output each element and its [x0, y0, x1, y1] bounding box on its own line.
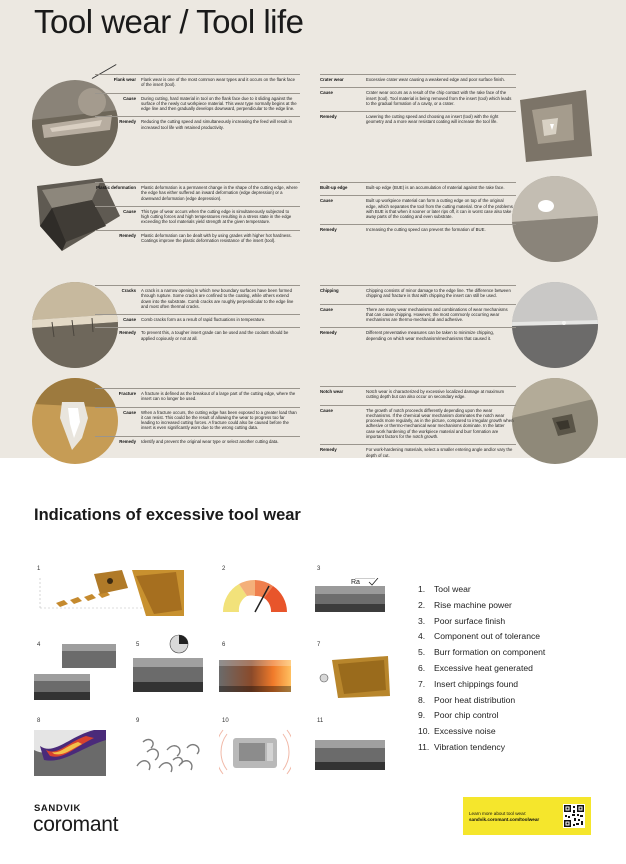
- row-text: Increasing the cutting speed can prevent the formation of BUE.: [366, 227, 486, 233]
- chipping-photo: [512, 282, 598, 368]
- list-item: [418, 647, 545, 663]
- row-text: Comb cracks form as a result of rapid fluctuations in temperature.: [141, 317, 266, 323]
- image-number: 8: [37, 718, 41, 724]
- row-text: Built up workpiece material can form a cutting edge on top of the original edge, which separates the tool from the cutting material. One of the problems with BUE is that when it sooner or later rips off, it can in worst case also take away parts of the coating and even substrate.: [366, 198, 513, 220]
- row-text: The growth of notch proceeds differently depending upon the wear mechanisms. If the chemical wear mechanism dominates the notch wear proceeds more regularly, as in the picture, compared to irregular growth when adhesive or thermo-mechanical wear mechanisms dominate. In the latter case work hardening of the workpiece material and burr formation are important factors for the notch growth.: [366, 407, 514, 440]
- row-text: Excessive crater wear causing a weakened edge and poor surface finish.: [366, 77, 506, 82]
- page-title: Tool wear / Tool life: [34, 3, 304, 40]
- image-number: 5: [136, 642, 140, 648]
- item-label: Poor surface finish: [434, 615, 506, 626]
- item-number: 10.: [418, 726, 430, 737]
- brand-logo-coromant: coromant: [33, 813, 119, 836]
- row-label: Built-up edge: [320, 185, 348, 190]
- row-label: Cause: [320, 407, 333, 413]
- item-number: 1.: [418, 584, 426, 594]
- plastic-deformation-entry: [95, 182, 300, 248]
- built-up-edge-entry: [320, 182, 516, 238]
- row-label: Cause: [123, 409, 136, 415]
- list-item: [418, 695, 545, 711]
- row-label: Remedy: [119, 119, 136, 125]
- row-label: Crater wear: [320, 77, 344, 82]
- tool-wear-illustration: [36, 570, 186, 616]
- item-label: Insert chippings found: [434, 678, 519, 689]
- row-label: Remedy: [119, 232, 136, 238]
- flank-wear-cause-row: [95, 93, 300, 112]
- cracks-row: [95, 285, 300, 309]
- row-text: Built-up edge (BUE) is an accumulation of material against the rake face.: [366, 185, 505, 190]
- row-label: Remedy: [119, 330, 136, 336]
- item-number: 11.: [418, 741, 430, 752]
- machine-power-gauge: [219, 574, 291, 614]
- item-label: Poor chip control: [434, 710, 499, 721]
- indications-list: [418, 584, 545, 758]
- item-label: Poor heat distribution: [434, 694, 516, 705]
- flank-wear-entry: [95, 74, 300, 135]
- crater-wear-entry: [320, 74, 516, 130]
- row-label: Chipping: [320, 288, 339, 293]
- flank-wear-remedy-row: [95, 116, 300, 130]
- item-number: 8.: [418, 694, 426, 705]
- row-label: Cause: [123, 95, 136, 101]
- row-label: Cause: [320, 306, 333, 312]
- item-number: 4.: [418, 631, 426, 642]
- plastic-deformation-row: [95, 182, 300, 201]
- cracks-cause-row: [95, 314, 300, 322]
- image-number: 6: [222, 642, 226, 648]
- vibration-illustration: [315, 734, 385, 774]
- row-text: Plastic deformation is a permanent change in the shape of the cutting edge, where the edge has either suffered an inward deformation (edge depression) or a downward deformation (edge depression).: [141, 185, 298, 201]
- chipping-cause-row: [320, 304, 516, 323]
- image-number: 4: [37, 642, 41, 648]
- image-number: 2: [222, 566, 226, 572]
- row-text: Crater wear occurs as a result of the chip contact with the rake face of the insert (tool). Tool material is being removed from the insert (tool) which leads to the gradual formation of a cavity, or a crater.: [366, 90, 512, 106]
- cracks-entry: [95, 285, 300, 346]
- item-number: 3.: [418, 615, 426, 626]
- promo-box[interactable]: [463, 797, 591, 835]
- item-number: 2.: [418, 599, 426, 610]
- row-text: Different preventative measures can be taken to minimize chipping, depending on which wear mechanism/mechanisms that caused it.: [366, 330, 494, 341]
- row-text: There are many wear mechanisms and combinations of wear mechanisms that can cause chipping. However, the most commonly occurring wear mechanisms are thermo-mechanical and adhesive.: [366, 306, 508, 323]
- notch-wear-photo: [512, 378, 598, 464]
- flank-wear-row: [95, 74, 300, 88]
- row-text: When a fracture occurs, the cutting edge has been exposed to a greater load than it can resist. This could be the result of allowing the wear to progress too far leading to increased cutting forces. A fracture could also be caused before the insert is even significantly worn due to the wrong cutting data.: [141, 409, 297, 431]
- item-number: 5.: [418, 647, 426, 658]
- row-label: Remedy: [320, 447, 337, 453]
- item-label: Vibration tendency: [434, 741, 506, 752]
- fracture-cause-row: [95, 407, 300, 431]
- indications-title: Indications of excessive tool wear: [34, 506, 301, 524]
- fracture-row: [95, 388, 300, 402]
- row-label: Remedy: [320, 114, 337, 120]
- row-text: A crack is a narrow opening in which new boundary surfaces have been formed through rupture. Some cracks are confined to the coating, while others extend down into the substrate. Comb cracks are roughly perpendicular to the edge line and most often thermal cracks.: [141, 288, 294, 309]
- row-text: To prevent this, a tougher insert grade can be used and the coolant should be applied copiously or not at all.: [141, 330, 289, 341]
- list-item: [418, 726, 545, 742]
- row-text: This type of wear occurs when the cutting edge is simultaneously subjected to high cutting forces and high temperatures resulting in a stress state in the edge exceeding the tool materials yield strength at the given temperature.: [141, 208, 292, 225]
- row-text: Chipping consists of minor damage to the edge line. The difference between chipping and fracture is that with chipping the insert can still be used.: [366, 288, 511, 299]
- insert-chippings-illustration: [318, 654, 390, 698]
- row-label: Flank wear: [113, 77, 136, 82]
- burr-formation-illustration: [133, 634, 205, 694]
- item-label: Component out of tolerance: [434, 631, 541, 642]
- row-label: Remedy: [320, 227, 337, 233]
- row-text: A fracture is defined as the breakout of a large part of the cutting edge, where the insert can no longer be used.: [141, 391, 296, 402]
- fracture-entry: [95, 388, 300, 449]
- list-item: [418, 584, 545, 600]
- crater-wear-row: [320, 74, 516, 82]
- image-number: 1: [37, 566, 41, 572]
- row-label: Cause: [320, 198, 333, 204]
- row-label: Remedy: [320, 330, 337, 336]
- notch-wear-entry: [320, 386, 516, 463]
- image-number: 10: [222, 718, 229, 724]
- fracture-remedy-row: [95, 436, 300, 444]
- item-label: Excessive noise: [434, 726, 496, 737]
- image-number: 9: [136, 718, 140, 724]
- row-label: Fracture: [118, 391, 136, 396]
- list-item: [418, 631, 545, 647]
- image-number: 3: [317, 566, 321, 572]
- built-up-edge-row: [320, 182, 516, 190]
- row-label: Plastic deformation: [96, 185, 136, 190]
- chipping-entry: [320, 285, 516, 346]
- ra-label: Ra: [351, 579, 360, 586]
- list-item: [418, 600, 545, 616]
- list-item: [418, 663, 545, 679]
- item-label: Tool wear: [434, 584, 471, 594]
- row-text: During cutting, hard material in tool on the flank face due to it sliding against the surface of the newly cut workpiece material. This wear type normally begins at the edge line and then gradually develops downward, perpendicular to the edge line.: [141, 95, 297, 112]
- chip-control-illustration: [133, 732, 205, 776]
- row-text: Notch wear is characterized by excessive localized damage at maximum cutting depth but can also occur on secondary edge.: [366, 389, 505, 400]
- plastic-deformation-remedy-row: [95, 230, 300, 244]
- crater-wear-cause-row: [320, 87, 516, 106]
- chipping-remedy-row: [320, 327, 516, 341]
- built-up-edge-photo: [512, 176, 598, 262]
- row-text: Flank wear is one of the most common wear types and it occurs on the flank face of the insert (tool).: [141, 77, 296, 88]
- item-number: 9.: [418, 710, 426, 721]
- row-label: Cracks: [121, 288, 136, 293]
- notch-wear-cause-row: [320, 405, 516, 440]
- built-up-edge-remedy-row: [320, 224, 516, 232]
- item-label: Excessive heat generated: [434, 662, 533, 673]
- tolerance-illustration: [34, 644, 120, 702]
- item-label: Rise machine power: [434, 599, 512, 610]
- item-label: Burr formation on component: [434, 647, 546, 658]
- row-text: Identify and prevent the original wear type or select another cutting data.: [141, 438, 279, 444]
- item-number: 7.: [418, 678, 426, 689]
- row-text: For work-hardening materials, select a smaller entering angle and/or vary the depth of cut.: [366, 447, 513, 458]
- notch-wear-remedy-row: [320, 444, 516, 458]
- promo-link[interactable]: sandvik.coromant.com/toolwear: [469, 816, 540, 822]
- list-item: [418, 742, 545, 758]
- excessive-noise-illustration: [219, 728, 291, 776]
- heat-distribution-illustration: [34, 730, 106, 776]
- image-number: 11: [317, 718, 324, 724]
- list-item: [418, 616, 545, 632]
- row-text: Plastic deformation can be dealt with by using grades with higher hot hardness. Coatings improve the plastic deformation resistance of the insert (tool).: [141, 232, 292, 244]
- cracks-remedy-row: [95, 327, 300, 341]
- row-text: Lowering the cutting speed and choosing an insert (tool) with the right geometry and a more wear resistant coating will increase the tool life.: [366, 114, 499, 125]
- notch-wear-row: [320, 386, 516, 400]
- row-label: Cause: [320, 90, 333, 96]
- excessive-heat-illustration: [219, 656, 291, 696]
- row-label: Remedy: [119, 438, 136, 444]
- list-item: [418, 679, 545, 695]
- item-number: 6.: [418, 662, 426, 673]
- image-number: 7: [317, 642, 321, 648]
- crater-wear-photo: [512, 80, 598, 166]
- built-up-edge-cause-row: [320, 195, 516, 219]
- surface-finish-illustration: [315, 578, 385, 618]
- row-text: Reducing the cutting speed and simultaneously increasing the feed will result in increased tool life with retained productivity.: [141, 119, 292, 130]
- qr-code-icon[interactable]: [563, 804, 585, 828]
- chipping-row: [320, 285, 516, 299]
- row-label: Cause: [123, 317, 136, 323]
- list-item: [418, 710, 545, 726]
- plastic-deformation-cause-row: [95, 206, 300, 225]
- row-label: Cause: [123, 208, 136, 214]
- brand-logo-sandvik: SANDVIK: [34, 803, 81, 814]
- row-label: Notch wear: [320, 389, 344, 394]
- promo-text-block: [469, 811, 539, 823]
- promo-text: Learn more about tool wear:: [469, 811, 527, 816]
- crater-wear-remedy-row: [320, 111, 516, 125]
